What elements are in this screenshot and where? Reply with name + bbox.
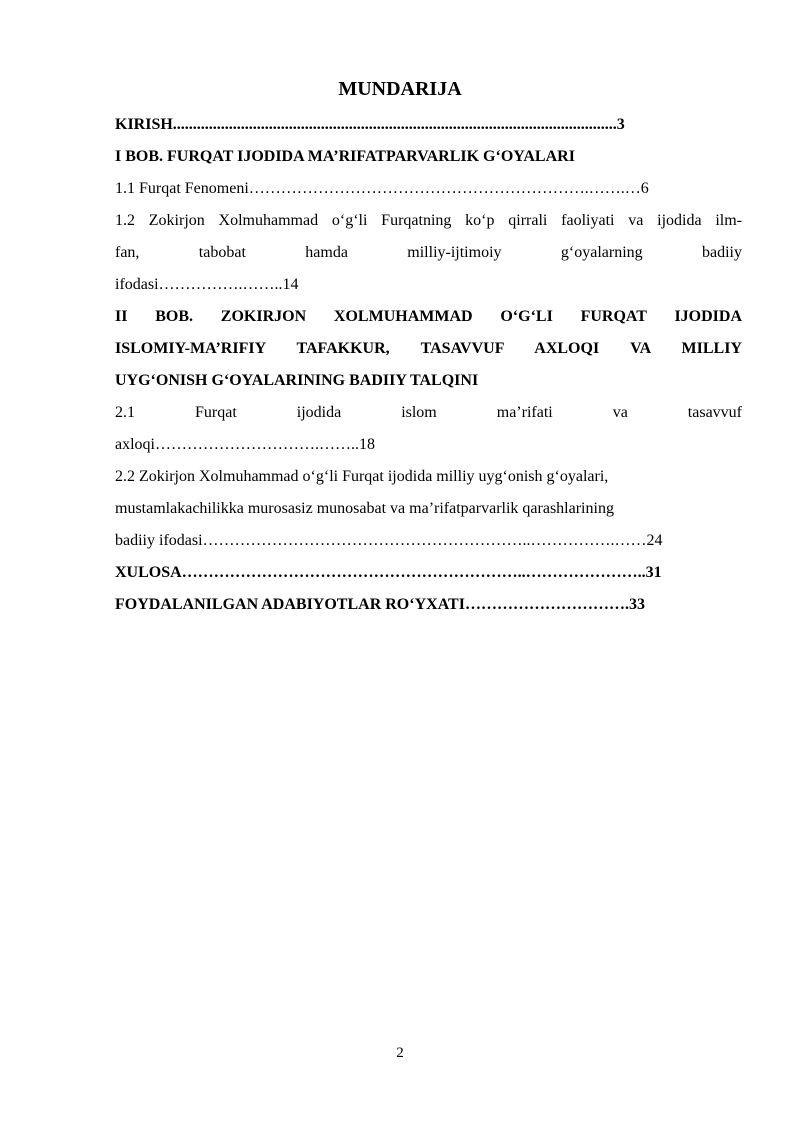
toc-section-2-1-line-1: 2.1 Furqat ijodida islom ma’rifati va tasavvuf (115, 404, 742, 421)
toc-section-2-2-line-3: badiiy ifodasi……………………………………………………..…………….……24 (115, 532, 663, 549)
toc-section-2-2-line-2: mustamlakachilikka murosasiz munosabat va ma’rifatparvarlik qarashlarining (115, 500, 614, 517)
toc-chapter-2-line-3: UYG‘ONISH G‘OYALARINING BADIIY TALQINI (115, 372, 479, 389)
page-number: 2 (396, 1045, 404, 1061)
toc-section-2-2-line-1: 2.2 Zokirjon Xolmuhammad o‘g‘li Furqat ijodida milliy uyg‘onish g‘oyalari, (115, 468, 609, 485)
table-of-contents (115, 112, 742, 624)
toc-section-1-2-line-2: fan, tabobat hamda milliy-ijtimoiy g‘oyalarning badiiy (115, 244, 742, 261)
toc-adabiyotlar: FOYDALANILGAN ADABIYOTLAR RO‘YXATI………………………….33 (115, 596, 645, 613)
toc-chapter-2-line-1: II BOB. ZOKIRJON XOLMUHAMMAD O‘G‘LI FURQAT IJODIDA (115, 308, 742, 325)
toc-section-2-1-line-2: axloqi………………………….……..18 (115, 436, 375, 453)
toc-chapter-2-line-2: ISLOMIY-MA’RIFIY TAFAKKUR, TASAVVUF AXLOQI VA MILLIY (115, 340, 742, 357)
page-title: MUNDARIJA (338, 78, 462, 100)
toc-chapter-1-heading: I BOB. FURQAT IJODIDA MA’RIFATPARVARLIK G‘OYALARI (115, 148, 575, 165)
toc-section-1-2-line-1: 1.2 Zokirjon Xolmuhammad o‘g‘li Furqatning ko‘p qirrali faoliyati va ijodida ilm- (115, 212, 742, 229)
toc-section-1-1: 1.1 Furqat Fenomeni……………………………………………………….…….…6 (115, 180, 649, 197)
toc-kirish: KIRISH...............................................................................................................3 (115, 116, 625, 133)
toc-xulosa: XULOSA………………………………………………………..…………………..31 (115, 564, 662, 581)
toc-section-1-2-line-3: ifodasi…………….……..14 (115, 276, 299, 293)
